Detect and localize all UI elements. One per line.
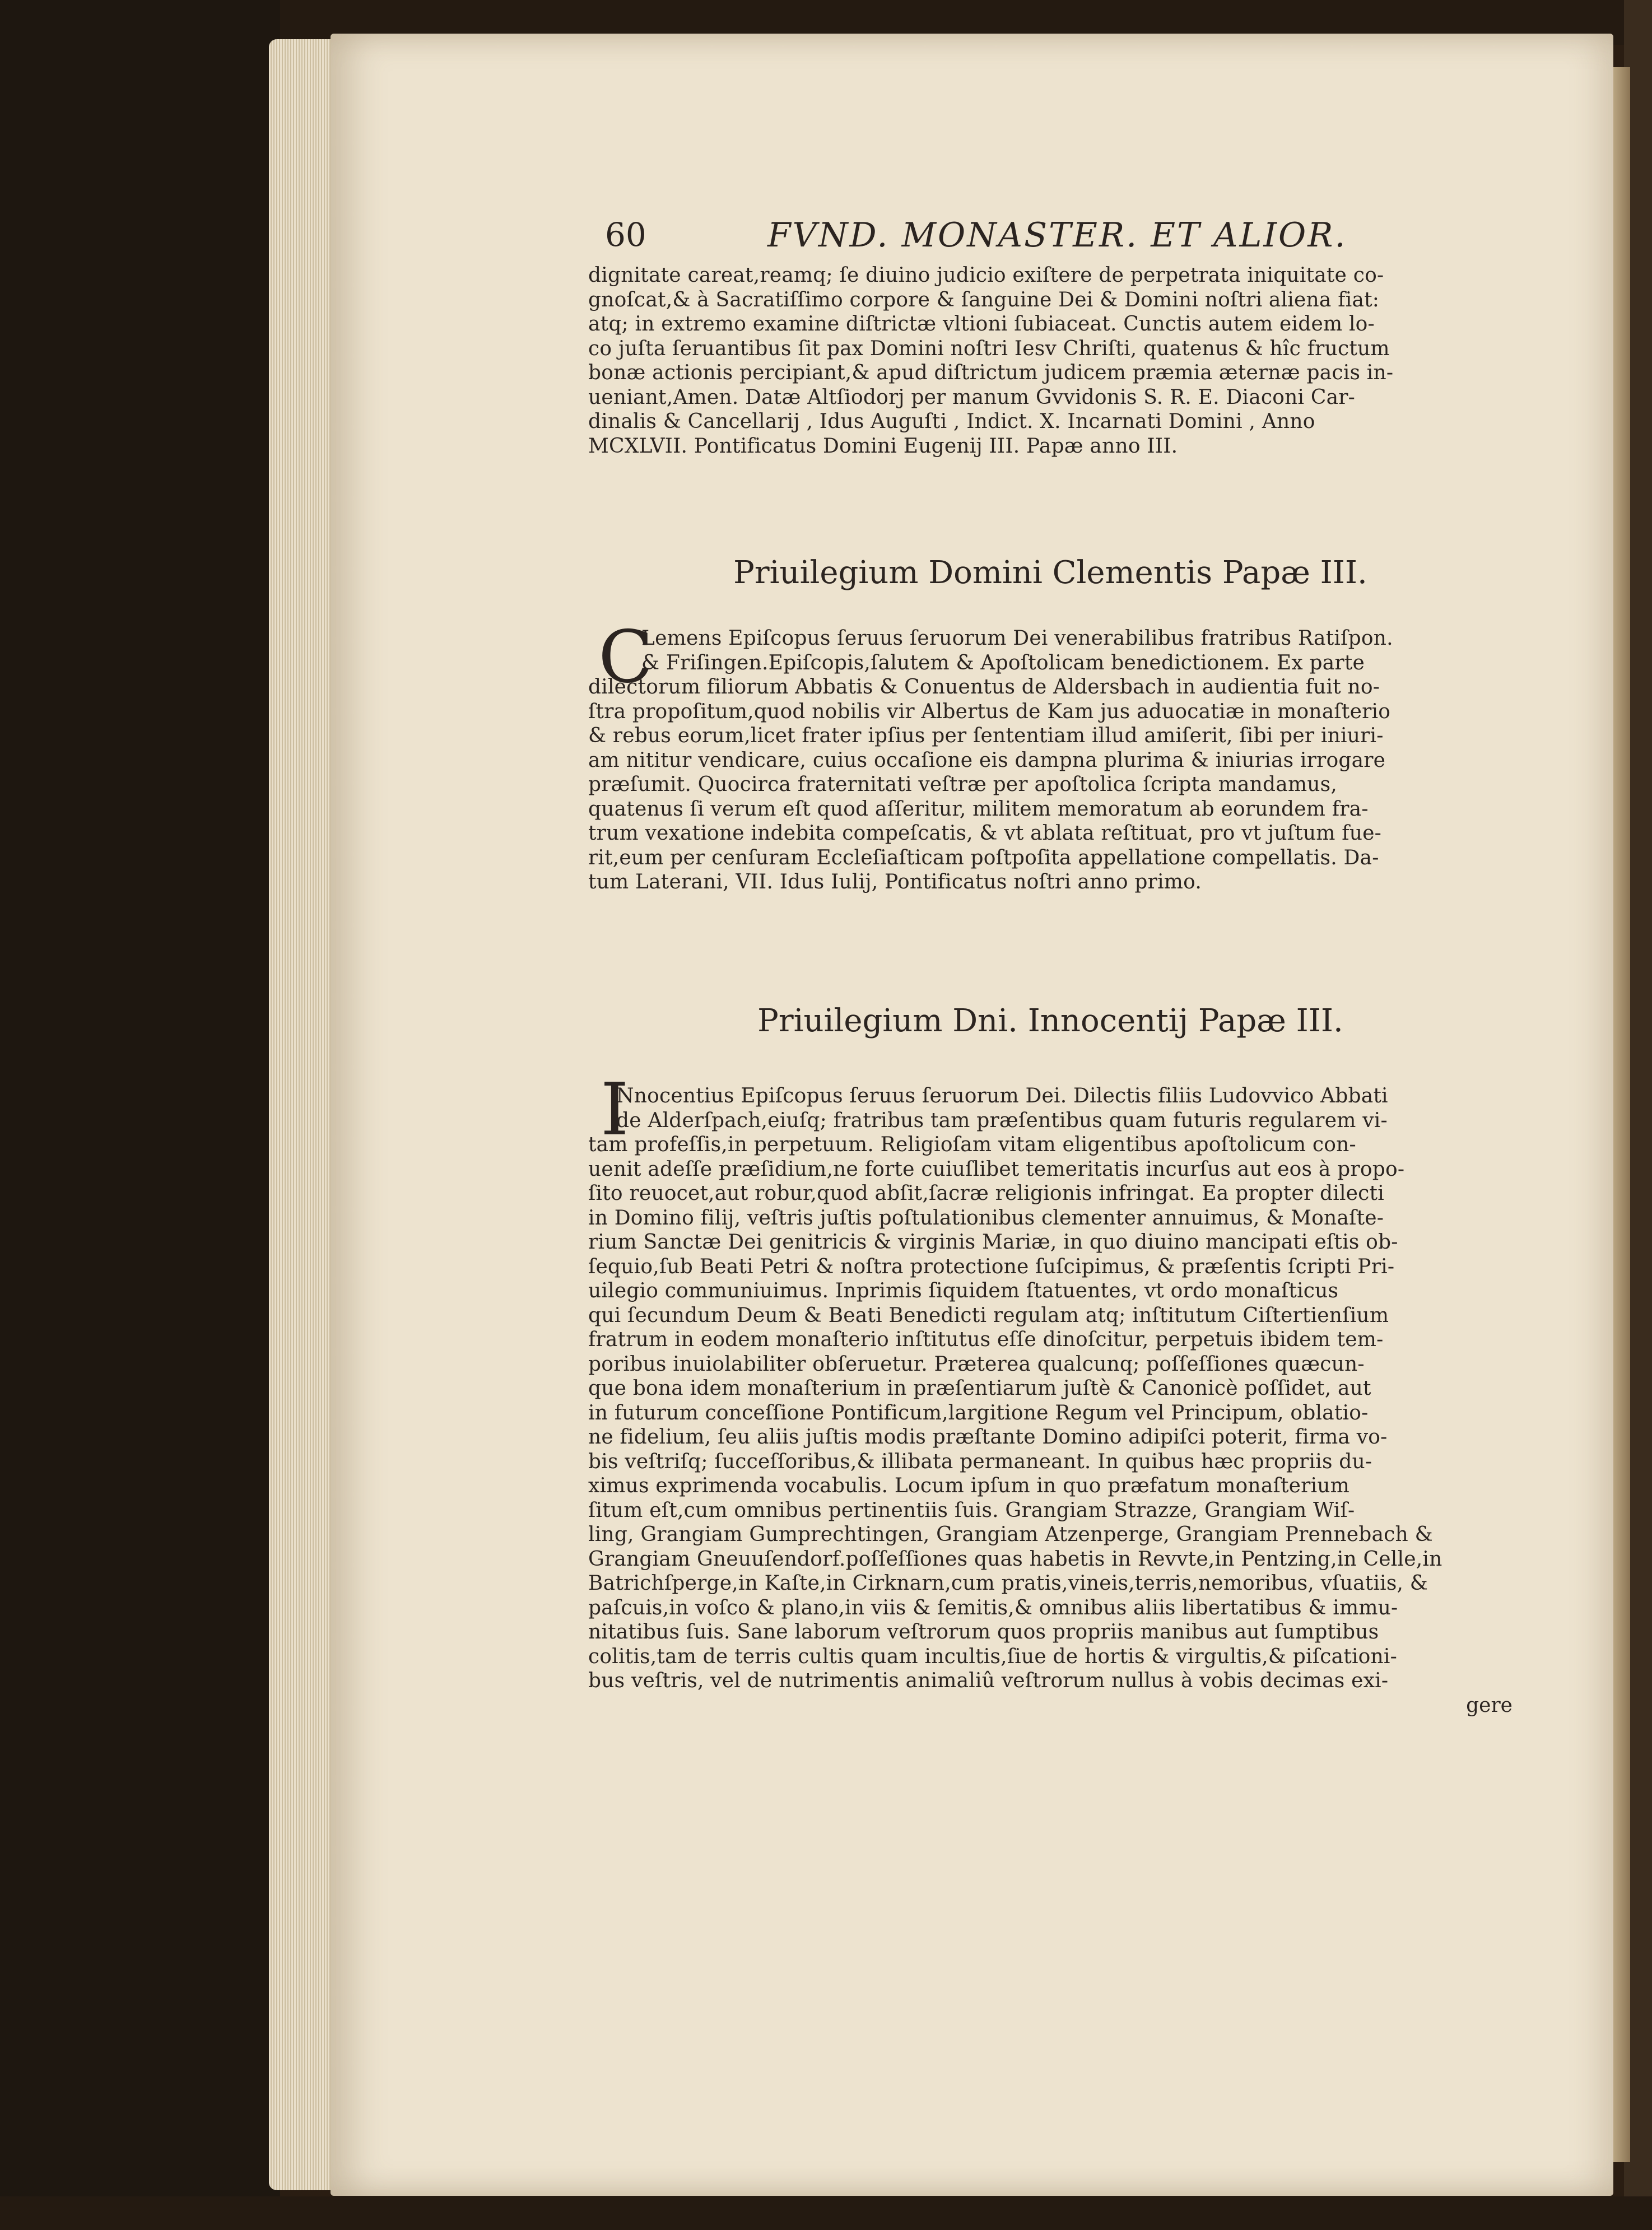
paragraph-continuation — [588, 263, 1513, 458]
text-line: qui ſecundum Deum & Beati Benedicti regulam atq; inſtitutum Ciſtertienſium — [588, 1303, 1389, 1327]
text-line: uilegio communiuimus. Inprimis ſiquidem ſtatuentes, vt ordo monaſticus — [588, 1279, 1339, 1302]
text-line: poribus inuiolabiliter obſeruetur. Præterea qualcunq; poſſeſſiones quæcun- — [588, 1352, 1365, 1376]
text-line: ling, Grangiam Gumprechtingen, Grangiam Atzenperge, Grangiam Prennebach & — [588, 1523, 1433, 1546]
text-line: nitatibus ſuis. Sane laborum veſtrorum quos propriis manibus aut ſumptibus — [588, 1621, 1379, 1644]
text-line: Nnocentius Epiſcopus ſeruus ſeruorum Dei. Dilectis filiis Ludovvico Abbati — [616, 1084, 1388, 1107]
text-line: atq; in extremo examine diſtrictæ vltioni ſubiaceat. Cunctis autem eidem lo- — [588, 313, 1375, 336]
text-line: am nititur vendicare, cuius occaſione eis dampna plurima & iniurias irrogare — [588, 748, 1386, 772]
text-line: uenit adeſſe præſidium,ne forte cuiuſlibet temeritatis incurſus aut eos à propo- — [588, 1157, 1405, 1181]
heading-innocent: Priuilegium Dni. Innocentij Papæ III. — [757, 1003, 1343, 1039]
text-line: que bona idem monaſterium in præſentiarum juſtè & Canonicè poſſidet, aut — [588, 1377, 1371, 1400]
text-line: ximus exprimenda vocabulis. Locum ipſum in quo præfatum monaſterium — [588, 1474, 1350, 1497]
text-line: dilectorum filiorum Abbatis & Conuentus de Aldersbach in audientia fuit no- — [588, 676, 1380, 699]
drop-cap-c: C — [598, 616, 653, 699]
text-line: ne fidelium, ſeu aliis juſtis modis præſtante Domino adipiſci poterit, firma vo- — [588, 1426, 1388, 1449]
text-line: dinalis & Cancellarij , Idus Auguſti , Indict. X. Incarnati Domini , Anno — [588, 410, 1315, 433]
privilege-innocent-text — [588, 1084, 1513, 1717]
text-line: bis veſtriſq; ſucceſſoribus,& illibata permaneant. In quibus hæc propriis du- — [588, 1450, 1372, 1473]
drop-cap-i: I — [601, 1068, 629, 1152]
text-line: co juſta ſeruantibus ſit pax Domini noſtri Iesv Chriſti, quatenus & hîc fructum — [588, 337, 1390, 360]
text-line: & Friſingen.Epiſcopis,ſalutem & Apoſtolicam benedictionem. Ex parte — [641, 651, 1365, 674]
text-line: MCXLVII. Pontificatus Domini Eugenij III. Papæ anno III. — [588, 434, 1178, 458]
text-line: ſequio,ſub Beati Petri & noſtra protectione ſuſcipimus, & præſentis ſcripti Pri- — [588, 1255, 1395, 1278]
dark-backdrop-bottom — [0, 2196, 1652, 2230]
text-line: rit,eum per cenſuram Eccleſiaſticam poſtpoſita appellatione compellatis. Da- — [588, 846, 1379, 869]
text-line: tam profeſſis,in perpetuum. Religioſam vitam eligentibus apoſtolicum con- — [588, 1133, 1356, 1156]
text-line: colitis,tam de terris cultis quam incultis,ſiue de hortis & virgultis,& piſcationi- — [588, 1645, 1398, 1668]
running-title: FVND. MONASTER. ET ALIOR. — [767, 216, 1347, 255]
text-line: ſito reuocet,aut robur,quod abſit,ſacræ religionis infringat. Ea propter dilecti — [588, 1182, 1384, 1205]
heading-clement: Priuilegium Domini Clementis Papæ III. — [733, 555, 1367, 591]
dark-backdrop-left — [0, 0, 280, 2230]
text-line: rium Sanctæ Dei genitricis & virginis Mariæ, in quo diuino mancipati eſtis ob- — [588, 1231, 1398, 1254]
text-line: dignitate careat,reamq; ſe diuino judicio exiſtere de perpetrata iniquitate co- — [588, 264, 1384, 287]
text-line: gnoſcat,& à Sacratiſſimo corpore & ſanguine Dei & Domini noſtri aliena fiat: — [588, 288, 1380, 311]
running-head — [605, 216, 1513, 260]
text-line: præſumit. Quocirca fraternitati veſtræ per apoſtolica ſcripta mandamus, — [588, 773, 1337, 796]
text-line: Grangiam Gneuuſendorf.poſſeſſiones quas habetis in Revvte,in Pentzing,in Celle,in — [588, 1547, 1442, 1571]
text-line: Lemens Epiſcopus ſeruus ſeruorum Dei venerabilibus fratribus Ratiſpon. — [641, 627, 1393, 650]
page-stack-edge — [269, 39, 336, 2190]
text-line: Batrichſperge,in Kaſte,in Cirknarn,cum pratis,vineis,terris,nemoribus, vſuatiis, & — [588, 1572, 1428, 1595]
text-line: ueniant,Amen. Datæ Altſiodorj per manum Gvvidonis S. R. E. Diaconi Car- — [588, 385, 1356, 409]
text-line: bonæ actionis percipiant,& apud diſtrictum judicem præmia æternæ pacis in- — [588, 361, 1394, 384]
text-line: ſitum eſt,cum omnibus pertinentiis ſuis. Grangiam Strazze, Grangiam Wiſ- — [588, 1498, 1355, 1522]
text-line: tum Laterani, VII. Idus Iulij, Pontificatus noſtri anno primo. — [588, 870, 1202, 893]
text-line: ſtra propoſitum,quod nobilis vir Albertus de Kam jus aduocatiæ in monaſterio — [588, 700, 1391, 723]
page-number: 60 — [605, 216, 646, 254]
text-line: & rebus eorum,licet frater ipſius per ſententiam illud amiſerit, ſibi per iniuri- — [588, 724, 1384, 747]
text-line: quatenus ſi verum eſt quod aſſeritur, militem memoratum ab eorundem fra- — [588, 797, 1369, 821]
text-line: in Domino filij, veſtris juſtis poſtulationibus clementer annuimus, & Monaſte- — [588, 1206, 1384, 1230]
privilege-clement-text — [588, 626, 1513, 895]
text-line: trum vexatione indebita compeſcatis, & vt ablata reſtituat, pro vt juſtum fue- — [588, 822, 1382, 845]
text-line: bus veſtris, vel de nutrimentis animaliû veſtrorum nullus à vobis decimas exi- — [588, 1669, 1389, 1692]
catchword: gere — [1466, 1693, 1513, 1717]
text-line: in futurum conceſſione Pontificum,largitione Regum vel Principum, oblatio- — [588, 1401, 1369, 1424]
text-line: paſcuis,in voſco & plano,in viis & ſemitis,& omnibus aliis libertatibus & immu- — [588, 1596, 1398, 1619]
text-line: de Alderſpach,eiuſq; fratribus tam præſentibus quam futuris regularem vi- — [616, 1109, 1388, 1132]
text-line: fratrum in eodem monaſterio inſtitutus eſſe dinoſcitur, perpetuis ibidem tem- — [588, 1328, 1384, 1351]
